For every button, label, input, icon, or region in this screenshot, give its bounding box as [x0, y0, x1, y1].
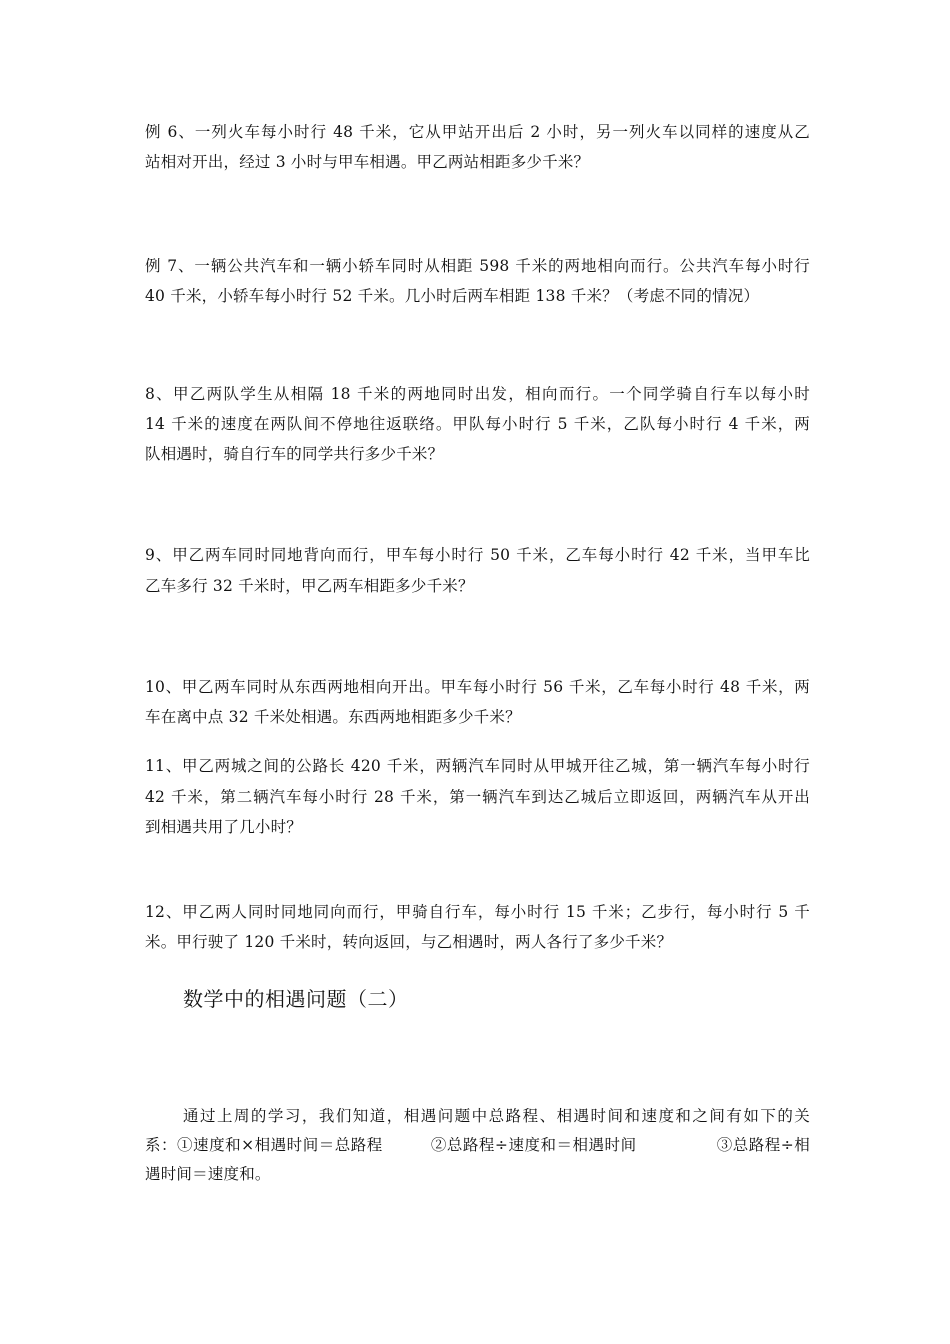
problem-8-line-1: 8、甲乙两队学生从相隔 18 千米的两地同时出发，相向而行。一个同学骑自行车以每小时 [145, 385, 810, 403]
problem-12-line-1: 12、甲乙两人同时同地同向而行，甲骑自行车，每小时行 15 千米；乙步行，每小时行 5 千 [145, 903, 810, 921]
problem-11-line-2: 42 千米，第二辆汽车每小时行 28 千米，第一辆汽车到达乙城后立即返回，两辆汽车从开出 [145, 788, 810, 806]
problem-10-line-2: 车在离中点 32 千米处相遇。东西两地相距多少千米？ [145, 708, 521, 726]
example-6-line-2: 站相对开出，经过 3 小时与甲车相遇。甲乙两站相距多少千米？ [145, 153, 590, 171]
problem-11-line-3: 到相遇共用了几小时？ [145, 818, 303, 836]
intro-line-3: 遇时间＝速度和。 [145, 1165, 271, 1183]
section-title: 数学中的相遇问题（二） [183, 987, 409, 1011]
problem-10-line-1: 10、甲乙两车同时从东西两地相向开出。甲车每小时行 56 千米，乙车每小时行 48 千米，两 [145, 678, 810, 696]
problem-9-line-1: 9、甲乙两车同时同地背向而行，甲车每小时行 50 千米，乙车每小时行 42 千米，当甲车比 [145, 546, 810, 564]
example-7-line-1: 例 7、一辆公共汽车和一辆小轿车同时从相距 598 千米的两地相向而行。公共汽车每小时行 [145, 257, 810, 275]
intro-line-2: 系：①速度和×相遇时间＝总路程 ②总路程÷速度和＝相遇时间 ③总路程÷相 [145, 1136, 810, 1154]
problem-11-line-1: 11、甲乙两城之间的公路长 420 千米，两辆汽车同时从甲城开往乙城，第一辆汽车每小时行 [145, 757, 810, 775]
problem-12-line-2: 米。甲行驶了 120 千米时，转向返回，与乙相遇时，两人各行了多少千米？ [145, 933, 673, 951]
example-6-line-1: 例 6、一列火车每小时行 48 千米，它从甲站开出后 2 小时，另一列火车以同样的速度从乙 [145, 123, 810, 141]
problem-8-line-3: 队相遇时，骑自行车的同学共行多少千米？ [145, 445, 444, 463]
problem-9-line-2: 乙车多行 32 千米时，甲乙两车相距多少千米？ [145, 577, 474, 595]
intro-line-1: 通过上周的学习，我们知道，相遇问题中总路程、相遇时间和速度和之间有如下的关 [183, 1107, 810, 1125]
problem-8-line-2: 14 千米的速度在两队间不停地往返联络。甲队每小时行 5 千米，乙队每小时行 4 千米，两 [145, 415, 810, 433]
example-7-line-2: 40 千米，小轿车每小时行 52 千米。几小时后两车相距 138 千米？（考虑不同的情况） [145, 287, 760, 305]
